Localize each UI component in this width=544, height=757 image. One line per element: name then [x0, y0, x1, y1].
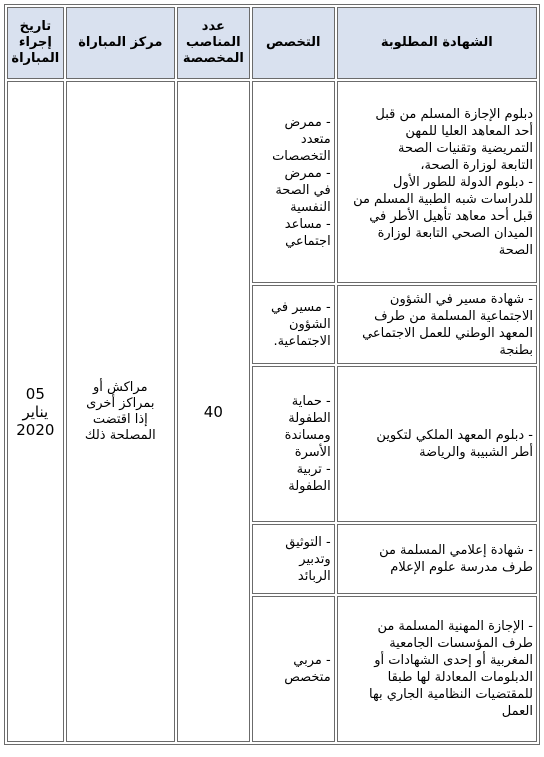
specialty-cell [252, 366, 335, 522]
cell-line: اجتماعي [285, 234, 331, 249]
cell-line: العمل [501, 704, 533, 719]
cell-line: بمراكز أخرى [86, 395, 155, 411]
cell-line: 05 [25, 384, 45, 403]
cell-line: طرف مدرسة علوم الإعلام [390, 560, 533, 575]
cell-line: - ممرض [284, 166, 331, 181]
cell-line: 2020 [16, 420, 55, 439]
cell-line: الصحة [498, 242, 533, 258]
certificate-cell [337, 81, 537, 283]
cell-line: - دبلوم الدولة للطور الأول [393, 174, 533, 190]
cell-line: - دبلوم المعهد الملكي لتكوين [376, 428, 533, 443]
cell-line: الأسرة [294, 445, 331, 460]
cell-line: ومساندة [284, 428, 331, 443]
certificate-cell [337, 366, 537, 522]
specialty-cell [252, 524, 335, 594]
cell-line: وتدبير [299, 551, 331, 567]
cell-line: الطفولة [288, 411, 331, 426]
cell-line: - مسير في [271, 300, 331, 315]
exam-date-cell [7, 81, 64, 742]
cell-line: يناير [22, 402, 49, 421]
cell-line: المصلحة ذلك [84, 427, 156, 443]
cell-line: طرف المؤسسات الجامعية [389, 636, 533, 651]
cell-line: التخصصات [272, 149, 331, 164]
cell-line: التابعة لوزارة الصحة، [420, 157, 533, 173]
cell-line: النفسية [290, 200, 331, 215]
header-center: مركز المباراة [66, 7, 175, 79]
header-posts-line: عدد [201, 19, 225, 34]
cell-line: - الإجازة المهنية المسلمة من [377, 619, 533, 634]
cell-line: متخصص [284, 670, 331, 685]
cell-line: المغربية أو إحدى الشهادات أو [374, 653, 533, 668]
cell-line: أطر الشبيبة والرياضة [419, 445, 533, 460]
header-certificate: الشهادة المطلوبة [337, 7, 537, 79]
certificate-cell [337, 524, 537, 594]
cell-line: - شهادة مسير في الشؤون [389, 291, 533, 307]
cell-line: - حماية [291, 394, 331, 409]
header-posts [177, 7, 250, 79]
cell-line: الاجتماعية المسلمة من طرف [374, 308, 533, 324]
cell-line: قبل أحد معاهد تأهيل الأطر في [369, 208, 533, 224]
certificate-cell [337, 596, 537, 742]
header-date [7, 7, 64, 79]
table-row [7, 81, 537, 283]
cell-line: دبلوم الإجازة المسلم من قبل [375, 106, 533, 122]
cell-line: - مساعد [284, 217, 331, 232]
exam-center-cell [66, 81, 175, 742]
header-date-line: المباراة [11, 51, 60, 66]
cell-line: للمقتضيات النظامية الجاري بها [369, 687, 533, 702]
cell-line: الطفولة [288, 479, 331, 494]
cell-line: الاجتماعية. [273, 334, 331, 349]
cell-line: الدبلومات المعادلة لها طبقا [387, 670, 533, 685]
certificate-cell [337, 285, 537, 364]
specialty-cell [252, 596, 335, 742]
header-posts-line: المناصب [186, 35, 241, 50]
header-posts-line: المخصصة [182, 51, 244, 66]
cell-line: إذا اقتضت [92, 411, 148, 427]
specialty-cell [252, 81, 335, 283]
recruitment-table [4, 4, 540, 745]
cell-line: - شهادة إعلامي المسلمة من [379, 543, 533, 558]
cell-line: للدراسات شبه الطبية المسلم من [353, 191, 533, 207]
cell-line: - تربية [296, 462, 331, 477]
cell-line: الربائد [297, 568, 331, 584]
header-date-line: إجراء [18, 35, 52, 50]
specialty-cell [252, 285, 335, 364]
header-specialty: التخصص [252, 7, 335, 79]
cell-line: الميدان الصحي التابعة لوزارة [377, 225, 533, 241]
cell-line: - مربي [293, 653, 331, 668]
cell-line: متعدد [300, 132, 331, 147]
cell-line: - ممرض [284, 115, 331, 130]
posts-count-cell: 40 [177, 81, 250, 742]
cell-line: بطنجة [499, 342, 533, 358]
cell-line: أحد المعاهد العليا للمهن [405, 123, 533, 139]
cell-line: في الصحة [275, 183, 331, 198]
cell-line: المعهد الوطني للعمل الاجتماعي [362, 325, 533, 341]
cell-line: مراكش أو [93, 379, 148, 395]
header-row [7, 7, 537, 79]
cell-line: التمريضية وتقنيات الصحة [398, 140, 533, 156]
header-date-line: تاريخ [19, 19, 52, 34]
cell-line: - التوثيق [285, 534, 331, 550]
cell-line: الشؤون [288, 317, 331, 332]
